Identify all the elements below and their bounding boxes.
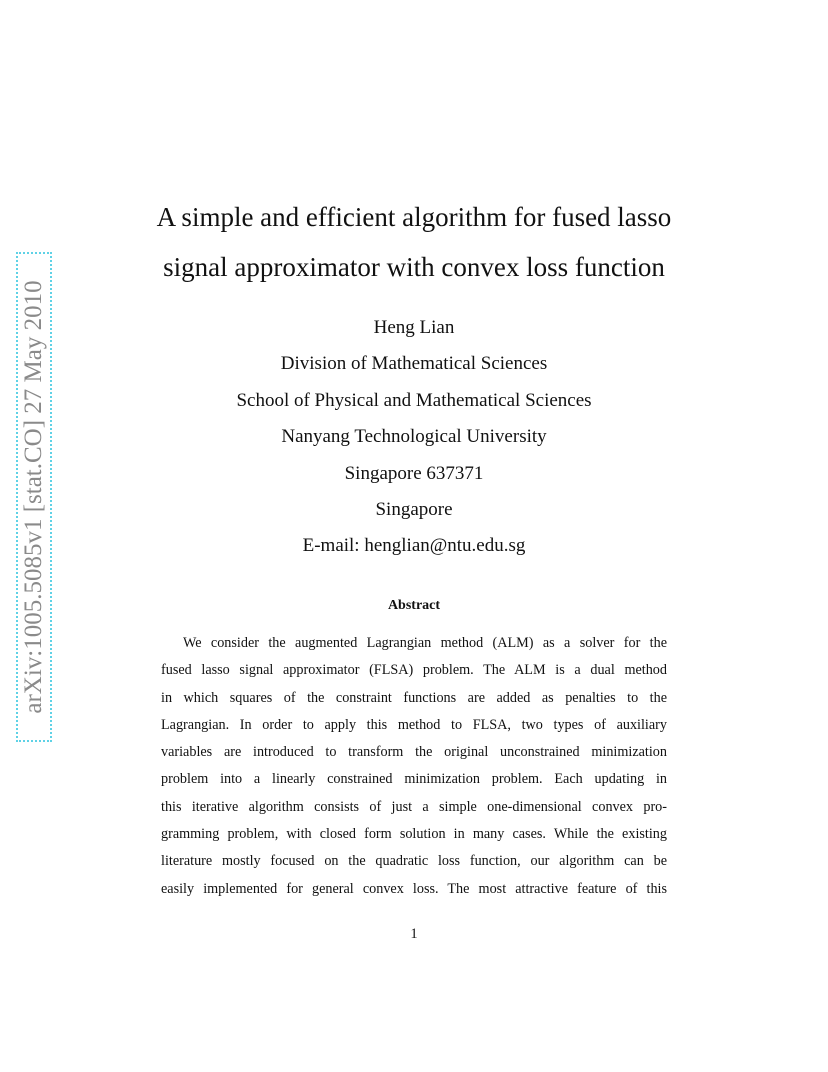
affiliation-division: Division of Mathematical Sciences — [280, 353, 548, 375]
abstract-line: this iterative algorithm consists of just a simple one-dimensional convex pro- — [161, 798, 667, 815]
arxiv-identifier[interactable]: arXiv:1005.5085v1 [stat.CO] 27 May 2010 — [20, 280, 47, 714]
abstract-heading: Abstract — [387, 598, 441, 613]
affiliation-school: School of Physical and Mathematical Sciences — [236, 389, 592, 411]
page-number: 1 — [410, 926, 418, 942]
abstract-line: gramming problem, with closed form solution in many cases. While the existing — [161, 826, 667, 843]
abstract-line: Lagrangian. In order to apply this method to FLSA, two types of auxiliary — [161, 716, 667, 733]
affiliation-university: Nanyang Technological University — [281, 426, 547, 448]
title-line-1: A simple and efficient algorithm for fused lasso — [156, 202, 672, 232]
abstract-line: problem into a linearly constrained minimization problem. Each updating in — [161, 771, 667, 788]
abstract-line: We consider the augmented Lagrangian method (ALM) as a solver for the — [183, 635, 667, 651]
abstract-line: in which squares of the constraint functions are added as penalties to the — [161, 689, 667, 706]
affiliation-postcode: Singapore 637371 — [344, 462, 484, 484]
abstract-line: literature mostly focused on the quadratic loss function, our algorithm can be — [161, 853, 667, 870]
author-name: Heng Lian — [373, 317, 455, 338]
title-line-2: signal approximator with convex loss function — [163, 252, 665, 282]
author-email[interactable]: E-mail: henglian@ntu.edu.sg — [302, 535, 526, 557]
abstract-line: variables are introduced to transform the original unconstrained minimization — [161, 744, 667, 761]
abstract-line: fused lasso signal approximator (FLSA) problem. The ALM is a dual method — [161, 662, 667, 679]
abstract-body — [161, 630, 667, 903]
abstract-line: easily implemented for general convex loss. The most attractive feature of this — [161, 880, 667, 897]
author-block — [150, 310, 678, 565]
paper-title — [130, 192, 698, 292]
affiliation-country: Singapore — [375, 499, 453, 521]
